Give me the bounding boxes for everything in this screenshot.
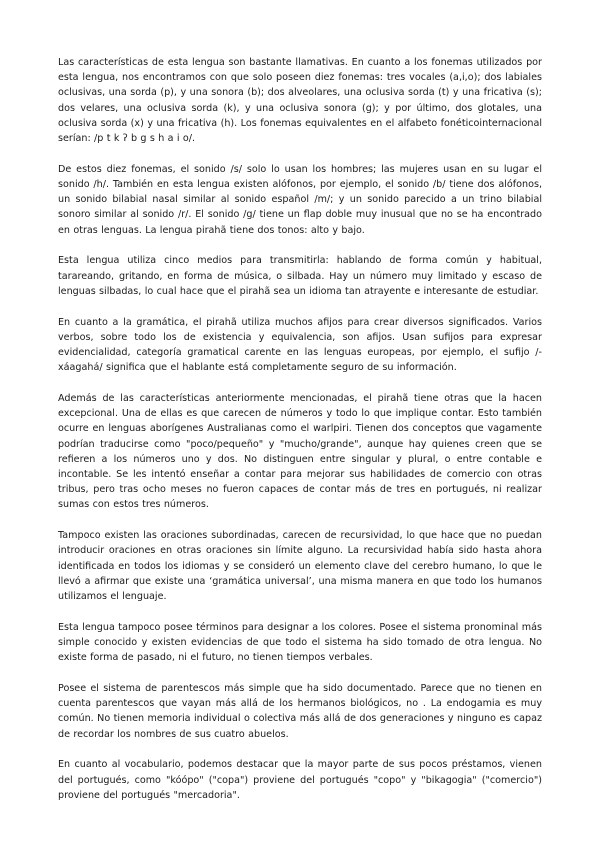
paragraph-allophones: De estos diez fonemas, el sonido /s/ solo lo usan los hombres; las mujeres usan en su lugar el sonido /h/. También en esta lengua existen alófonos, por ejemplo, el sonido /b/ tiene dos alófonos, un sonido bilabial nasal similar al sonido español /m/; y un sonido parecido a un trino bilabial sonoro similar al sonido /r/. El sonido /g/ tiene un flap doble muy inusual que no se ha encontrado en otras lenguas. La lengua pirahã tiene dos tonos: alto y bajo. <box>58 163 542 236</box>
paragraph-phonemes: Las características de esta lengua son bastante llamativas. En cuanto a los fonemas utilizados por esta lengua, nos encontramos con que solo poseen diez fonemas: tres vocales (a,i,o); dos labiales oclusivas, una sorda (p), y una sonora (b); dos alveolares, una oclusiva sorda (t) y una fricativa (s); dos velares, una oclusiva sorda (k), y una oclusiva sonora (g); y por último, dos glotales, una oclusiva sorda (x) y una fricativa (h). Los fonemas equivalentes en el alfabeto fonéticointernacional serían: /p t k ʔ b g s h a i o/. <box>58 57 542 145</box>
paragraph-vocabulary: En cuanto al vocabulario, podemos destacar que la mayor parte de sus pocos préstamos, vienen del portugués, como "kóópo" ("copa") proviene del portugués "copo" y "bikagogia" ("comercio") proviene del portugués "mercadoria". <box>58 759 542 801</box>
paragraph-kinship: Posee el sistema de parentescos más simple que ha sido documentado. Parece que no tienen en cuenta parentescos que vayan más allá de los hermanos biológicos, no . La endogamia es muy común. No tienen memoria individual o colectiva más allá de dos generaciones y ninguno es capaz de recordar los nombres de sus cuatro abuelos. <box>58 683 542 740</box>
paragraph-grammar: En cuanto a la gramática, el pirahã utiliza muchos afijos para crear diversos significados. Varios verbos, sobre todo los de existencia y equivalencia, son afijos. Usan sufijos para expresar evidencialidad, categoría gramatical carente en las lenguas europeas, por ejemplo, el sufijo /-xáagahá/ significa que el hablante está completamente seguro de su información. <box>58 316 542 374</box>
paragraph-recursion: Tampoco existen las oraciones subordinadas, carecen de recursividad, lo que hace que no puedan introducir oraciones en otras oraciones sin límite alguno. La recursividad había sido hasta ahora identificada en todos los idiomas y se consideró un elemento clave del cerebro humano, lo que le llevó a afirmar que existe una ‘gramática universal’, una misma manera en que todo los humanos utilizamos el lenguaje. <box>58 530 542 603</box>
document-body <box>58 55 542 819</box>
paragraph-transmission: Esta lengua utiliza cinco medios para transmitirla: hablando de forma común y habitual, tarareando, gritando, en forma de música, o silbada. Hay un número muy limitado y escaso de lenguas silbadas, lo cual hace que el pirahã sea un idioma tan atrayente e interesante de estudiar. <box>58 255 542 297</box>
paragraph-colors: Esta lengua tampoco posee términos para designar a los colores. Posee el sistema pronominal más simple conocido y existen evidencias de que todo el sistema ha sido tomado de otra lengua. No existe forma de pasado, ni el futuro, no tienen tiempos verbales. <box>58 621 542 664</box>
paragraph-numbers: Además de las características anteriormente mencionadas, el pirahã tiene otras que la hacen excepcional. Una de ellas es que carecen de números y todo lo que implique contar. Esto también ocurre en lenguas aborígenes Australianas como el warlpiri. Tienen dos conceptos que vagamente podrían traducirse como "poco/pequeño" y "mucho/grande", aunque hay quienes creen que se refieren a los números uno y dos. No distinguen entre singular y plural, o entre contable e incontable. Se les intentó enseñar a contar para mejorar sus habilidades de comercio con otras tribus, pero tras ocho meses no fueron capaces de contar más de tres en portugués, ni realizar sumas con estos tres números. <box>58 393 542 511</box>
